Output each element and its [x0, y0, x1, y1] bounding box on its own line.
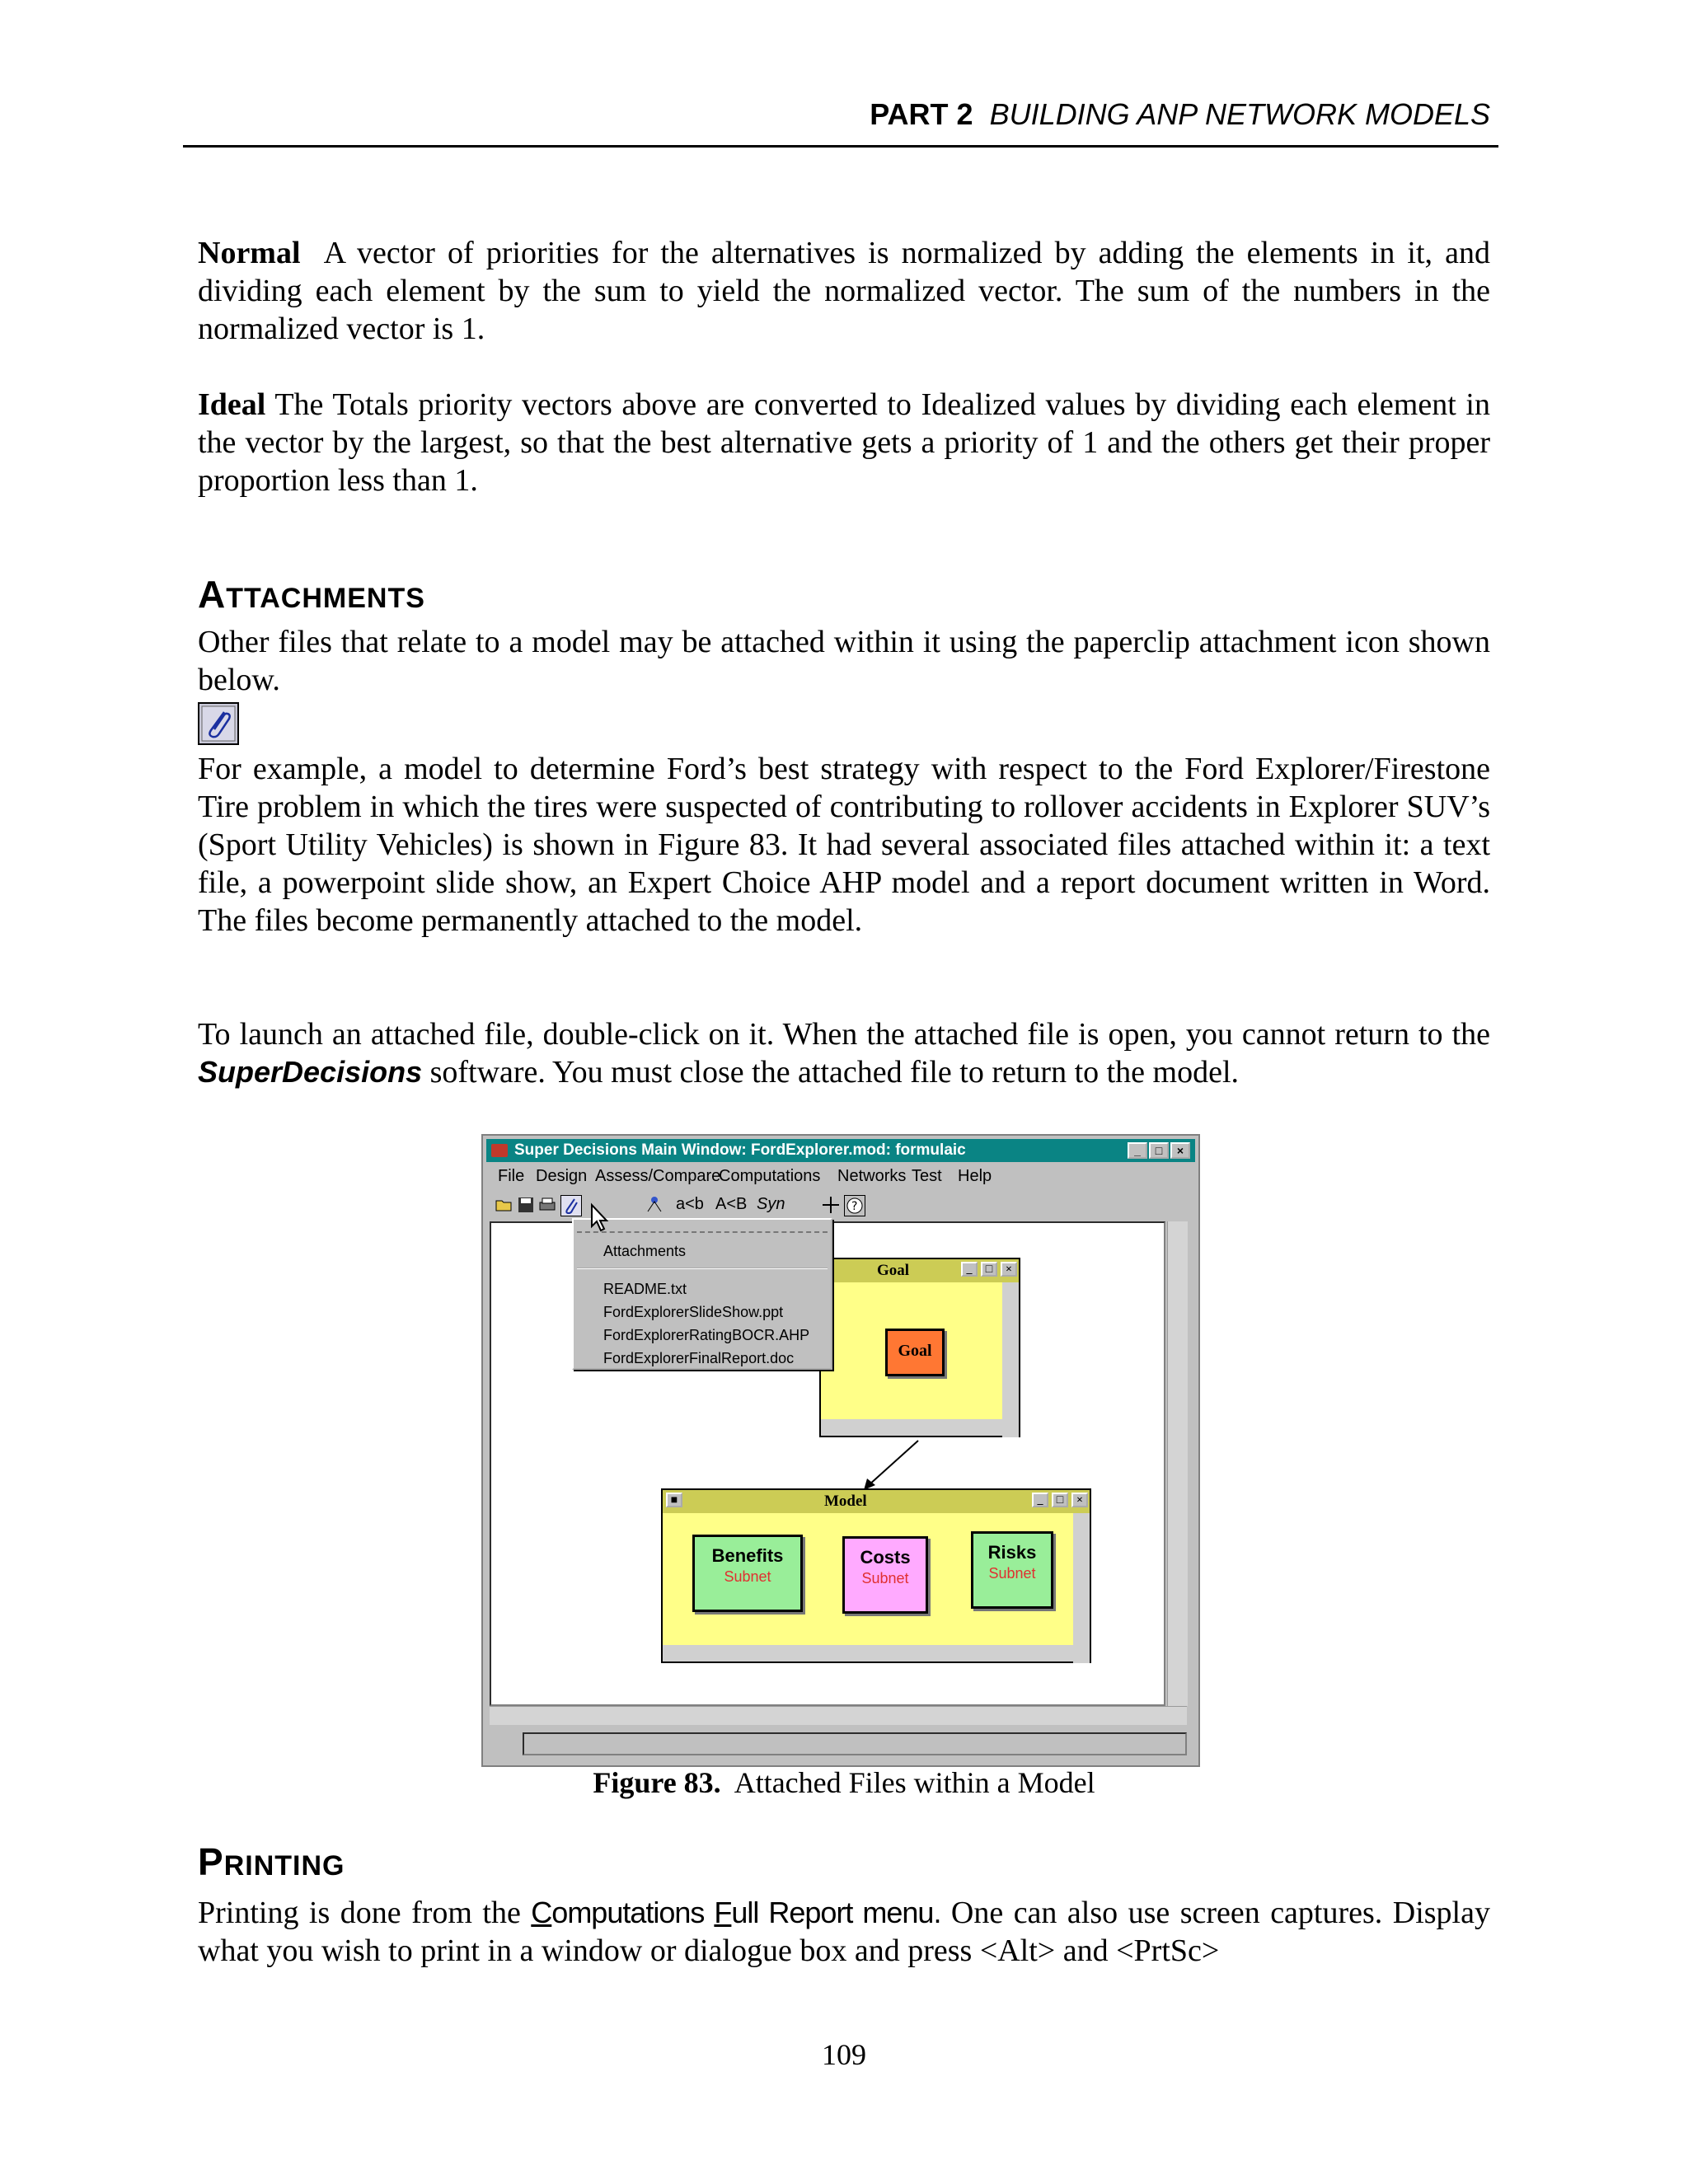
page-number: 109: [822, 2038, 866, 2071]
heading-printing-initial: P: [198, 1840, 224, 1883]
paragraph-example: For example, a model to determine Ford’s best strategy with respect to the Ford Explorer/Firestone Tire problem in which the tires were suspected of contributing to rollover accidents in Explorer SUV’s (Sport Utility Vehicles) is shown in Figure 83. It had several associated files attached within it: a text file, a powerpoint slide show, an Expert Choice AHP model and a report document written in Word. The files become permanently attached to the model.: [198, 752, 1490, 938]
attachments-popup-menu: [572, 1218, 832, 1370]
paragraph-printing: [198, 1894, 1490, 1970]
header-section: BUILDING ANP NETWORK MODELS: [989, 97, 1490, 131]
benefits-node-label: Benefits: [711, 1545, 784, 1566]
benefits-node[interactable]: [692, 1535, 803, 1612]
goal-node[interactable]: [885, 1329, 945, 1376]
ideal-text: The Totals priority vectors above are converted to Idealized values by dividing each element in the vector by the largest, so that the best alternative gets a priority of 1 and the others get their proper proportion less than 1.: [198, 387, 1490, 498]
full-report-menu-rest: ull Report menu.: [731, 1896, 941, 1929]
toolbar-compare-gt[interactable]: A<B: [715, 1195, 748, 1213]
figure-caption-text: Attached Files within a Model: [734, 1766, 1095, 1799]
heading-attachments: [198, 572, 425, 616]
help-icon[interactable]: [844, 1195, 865, 1216]
save-icon[interactable]: [516, 1195, 536, 1215]
toolbar-syn[interactable]: Syn: [757, 1195, 785, 1213]
attachment-file-readme[interactable]: README.txt: [603, 1281, 687, 1297]
attachment-file-report[interactable]: FordExplorerFinalReport.doc: [603, 1350, 795, 1366]
close-button[interactable]: ×: [1170, 1142, 1190, 1159]
goal-close-button[interactable]: ×: [1001, 1262, 1017, 1277]
launch-text-before: To launch an attached file, double-click on it. When the attached file is open, you cannot return to the: [198, 1017, 1490, 1052]
heading-printing: [198, 1840, 345, 1884]
goal-node-label: Goal: [898, 1342, 932, 1360]
risks-subnet-label: Subnet: [988, 1565, 1036, 1582]
normal-text: A vector of priorities for the alternatives is normalized by adding the elements in it, and dividing each element by the sum to yield the normalized vector. The sum of the numbers in the normalized vector is 1.: [198, 236, 1490, 346]
menu-path-computations: [531, 1896, 940, 1929]
paragraph-ideal: [198, 386, 1490, 499]
menu-file[interactable]: File: [498, 1167, 525, 1185]
vertical-scrollbar[interactable]: [1167, 1221, 1188, 1706]
costs-node[interactable]: [842, 1536, 928, 1614]
svg-text:?: ?: [851, 1200, 858, 1213]
window-title: Super Decisions Main Window: FordExplorer.mod: formulaic: [514, 1141, 966, 1159]
model-window-titlebar: [663, 1490, 1090, 1513]
status-field: [523, 1732, 1187, 1755]
network-node-icon[interactable]: [645, 1195, 664, 1215]
heading-attachments-initial: A: [198, 573, 227, 616]
menu-assess-compare[interactable]: Assess/Compare: [595, 1167, 721, 1185]
app-icon: [491, 1144, 508, 1157]
paragraph-launch: [198, 1015, 1490, 1091]
goal-to-model-arrow: [857, 1437, 923, 1492]
goal-hscroll[interactable]: [821, 1419, 1002, 1436]
model-maximize-button[interactable]: □: [1052, 1493, 1068, 1507]
paperclip-icon: [198, 702, 239, 745]
term-normal: Normal: [198, 236, 301, 270]
model-window-title: Model: [824, 1493, 867, 1510]
printing-text-after: One can also use screen captures. Display what you wish to print in a window or dialogue box and press <Alt> and <PrtSc>: [198, 1896, 1490, 1968]
window-titlebar: [486, 1139, 1195, 1162]
print-icon[interactable]: [537, 1195, 557, 1215]
software-name: SuperDecisions: [198, 1055, 423, 1089]
menu-networks[interactable]: Networks: [837, 1167, 907, 1185]
costs-subnet-label: Subnet: [861, 1570, 909, 1586]
computations-accelerator: C: [531, 1896, 552, 1929]
paragraph-attach-intro: Other files that relate to a model may be attached within it using the paperclip attachment icon shown below.: [198, 625, 1490, 697]
full-report-accelerator: F: [714, 1896, 732, 1929]
horizontal-scrollbar[interactable]: [490, 1706, 1187, 1725]
model-vscroll[interactable]: [1073, 1513, 1090, 1663]
mouse-cursor-icon: [587, 1202, 620, 1235]
risks-node-label: Risks: [987, 1542, 1037, 1563]
crosshair-icon[interactable]: [821, 1195, 841, 1215]
menu-design[interactable]: Design: [536, 1167, 588, 1185]
model-minimize-button[interactable]: _: [1032, 1493, 1048, 1507]
popup-header-attachments[interactable]: Attachments: [603, 1243, 687, 1259]
goal-window-title: Goal: [877, 1262, 910, 1279]
figure-caption: [0, 1765, 1688, 1800]
attachment-file-ahp[interactable]: FordExplorerRatingBOCR.AHP: [603, 1327, 810, 1343]
menu-computations[interactable]: Computations: [719, 1167, 821, 1185]
popup-separator: [577, 1268, 828, 1269]
risks-node[interactable]: [971, 1531, 1053, 1609]
goal-window[interactable]: [819, 1258, 1020, 1437]
term-ideal: Ideal: [198, 387, 266, 422]
goal-minimize-button[interactable]: _: [961, 1262, 978, 1277]
benefits-subnet-label: Subnet: [724, 1568, 771, 1585]
printing-text-before: Printing is done from the: [198, 1896, 532, 1930]
model-window[interactable]: [661, 1488, 1091, 1663]
menu-test[interactable]: Test: [912, 1167, 942, 1185]
model-close-button[interactable]: ×: [1071, 1493, 1088, 1507]
goal-window-titlebar: [821, 1259, 1019, 1282]
goal-vscroll[interactable]: [1002, 1282, 1019, 1437]
minimize-button[interactable]: _: [1128, 1142, 1147, 1159]
paragraph-normal: [198, 234, 1490, 348]
open-folder-icon[interactable]: [495, 1195, 514, 1215]
header-part: PART 2: [870, 97, 973, 131]
model-hscroll[interactable]: [663, 1645, 1073, 1661]
costs-node-label: Costs: [860, 1547, 911, 1568]
model-system-menu[interactable]: ■: [666, 1493, 682, 1507]
status-bar: [490, 1727, 1187, 1760]
attachment-file-slideshow[interactable]: FordExplorerSlideShow.ppt: [603, 1304, 784, 1320]
figure-label: Figure 83.: [593, 1766, 721, 1799]
running-header: [870, 97, 1490, 132]
heading-printing-rest: RINTING: [223, 1850, 345, 1882]
computations-menu-rest: omputations: [551, 1896, 705, 1929]
goal-maximize-button[interactable]: □: [981, 1262, 997, 1277]
maximize-button[interactable]: □: [1149, 1142, 1169, 1159]
toolbar-compare-lt[interactable]: a<b: [676, 1195, 704, 1213]
menu-help[interactable]: Help: [958, 1167, 992, 1185]
header-rule: [183, 145, 1498, 148]
heading-attachments-rest: TTACHMENTS: [226, 583, 425, 614]
launch-text-after: software. You must close the attached file to return to the model.: [422, 1055, 1240, 1090]
attachment-icon[interactable]: [560, 1195, 582, 1216]
